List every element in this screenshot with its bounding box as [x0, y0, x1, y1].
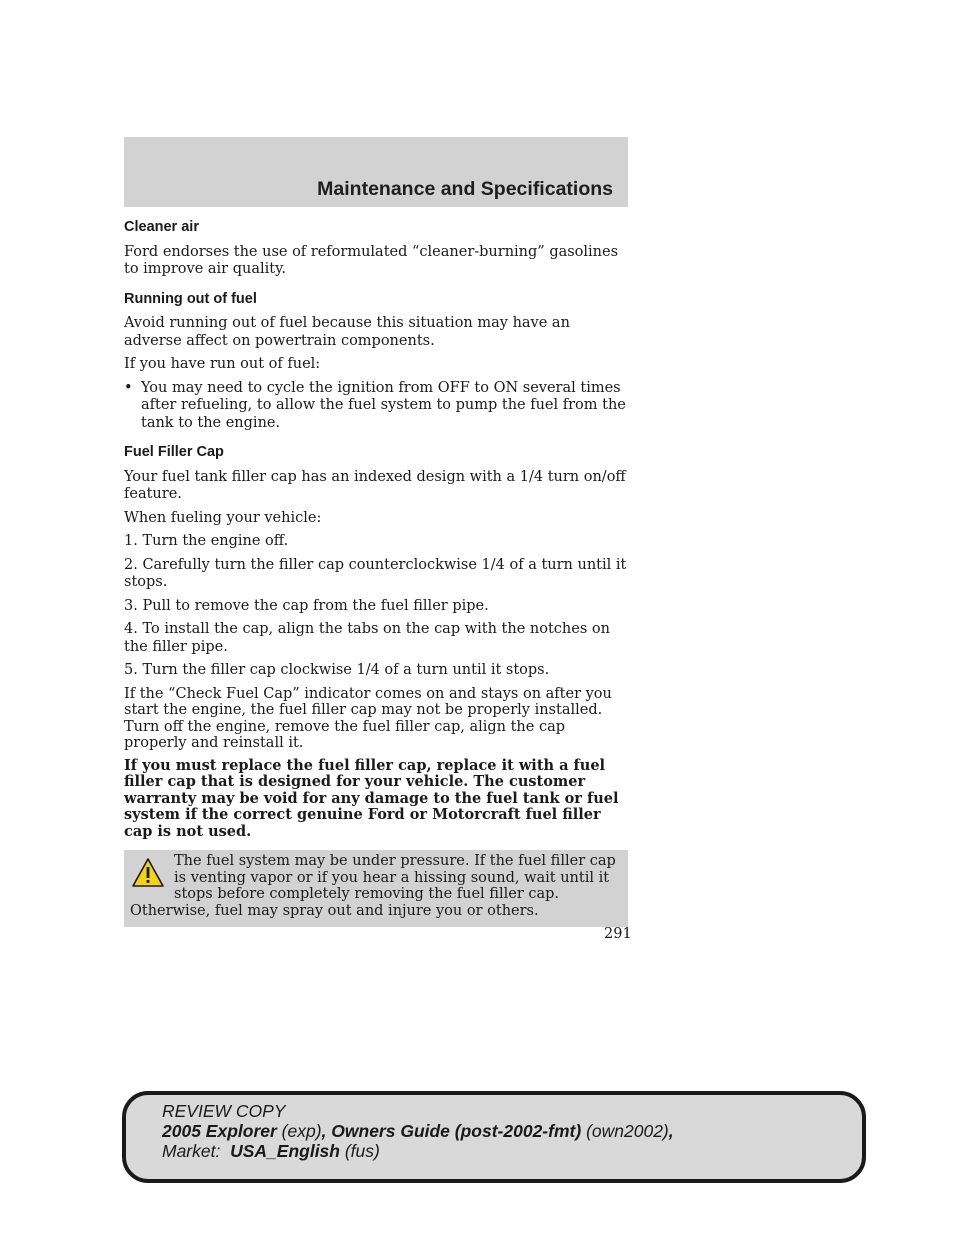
heading-cleaner-air: Cleaner air [124, 219, 199, 235]
paragraph-check-fuel-cap: If the “Check Fuel Cap” indicator comes on and stays on after you start the engine, the fuel filler cap may not be properly installed. Turn off the engine, remove the fuel filler cap, align the cap properly and reinstall it. [124, 685, 612, 751]
section-header-band [124, 137, 628, 207]
footer-guide: Owners Guide (post-2002-fmt) [331, 1121, 582, 1141]
review-copy-footer [122, 1091, 866, 1183]
footer-market: USA_English [230, 1141, 340, 1161]
bullet-text: You may need to cycle the ignition from OFF to ON several times after refueling, to allow the fuel system to pump the fuel from the tank to the engine. [141, 379, 626, 431]
footer-separator-1: , [321, 1121, 332, 1141]
footer-model: 2005 Explorer [162, 1121, 277, 1141]
footer-market-code: (fus) [344, 1141, 380, 1161]
step-1: 1. Turn the engine off. [124, 533, 289, 549]
footer-separator-2: , [668, 1121, 674, 1141]
step-3: 3. Pull to remove the cap from the fuel filler pipe. [124, 597, 489, 614]
footer-market-label: Market: [162, 1141, 221, 1161]
footer-line-1: REVIEW COPY [162, 1101, 286, 1121]
step-2: 2. Carefully turn the filler cap counterclockwise 1/4 of a turn until it stops. [124, 556, 627, 590]
bullet-item [124, 380, 630, 433]
paragraph-cleaner-air: Ford endorses the use of reformulated “cleaner-burning” gasolines to improve air quality. [124, 243, 619, 277]
paragraph-fuel-cap-1: Your fuel tank filler cap has an indexed design with a 1/4 turn on/off feature. [124, 468, 626, 502]
paragraph-running-out-1: Avoid running out of fuel because this situation may have an adverse affect on powertrain components. [124, 315, 570, 349]
step-5: 5. Turn the filler cap clockwise 1/4 of a turn until it stops. [124, 662, 550, 678]
page-content [124, 219, 630, 927]
page-number: 291 [604, 926, 632, 942]
paragraph-fuel-cap-2: When fueling your vehicle: [124, 509, 322, 526]
footer-line-3 [162, 1141, 674, 1161]
heading-running-out-of-fuel: Running out of fuel [124, 290, 257, 307]
section-title: Maintenance and Specifications [317, 178, 613, 200]
footer-guide-code: (own2002) [586, 1121, 669, 1141]
bullet-symbol: • [124, 379, 133, 396]
step-4: 4. To install the cap, align the tabs on the cap with the notches on the filler pipe. [124, 621, 610, 655]
warning-box [124, 850, 628, 927]
footer-line-2 [162, 1121, 674, 1141]
paragraph-running-out-2: If you have run out of fuel: [124, 356, 321, 372]
bold-warning-text: If you must replace the fuel filler cap, replace it with a fuel filler cap that is designed for your vehicle. The customer warranty may be void for any damage to the fuel tank or fuel system if the correct genuine Ford or Motorcraft fuel filler cap is not used. [124, 756, 619, 840]
heading-fuel-filler-cap: Fuel Filler Cap [124, 444, 224, 460]
footer-model-code: (exp) [281, 1121, 322, 1141]
warning-text: The fuel system may be under pressure. If the fuel filler cap is venting vapor or if you hear a hissing sound, wait until it stops before completely removing the fuel filler cap. Otherwise, fuel may spray out and injure you or others. [130, 853, 616, 919]
warning-triangle-icon [132, 857, 164, 889]
